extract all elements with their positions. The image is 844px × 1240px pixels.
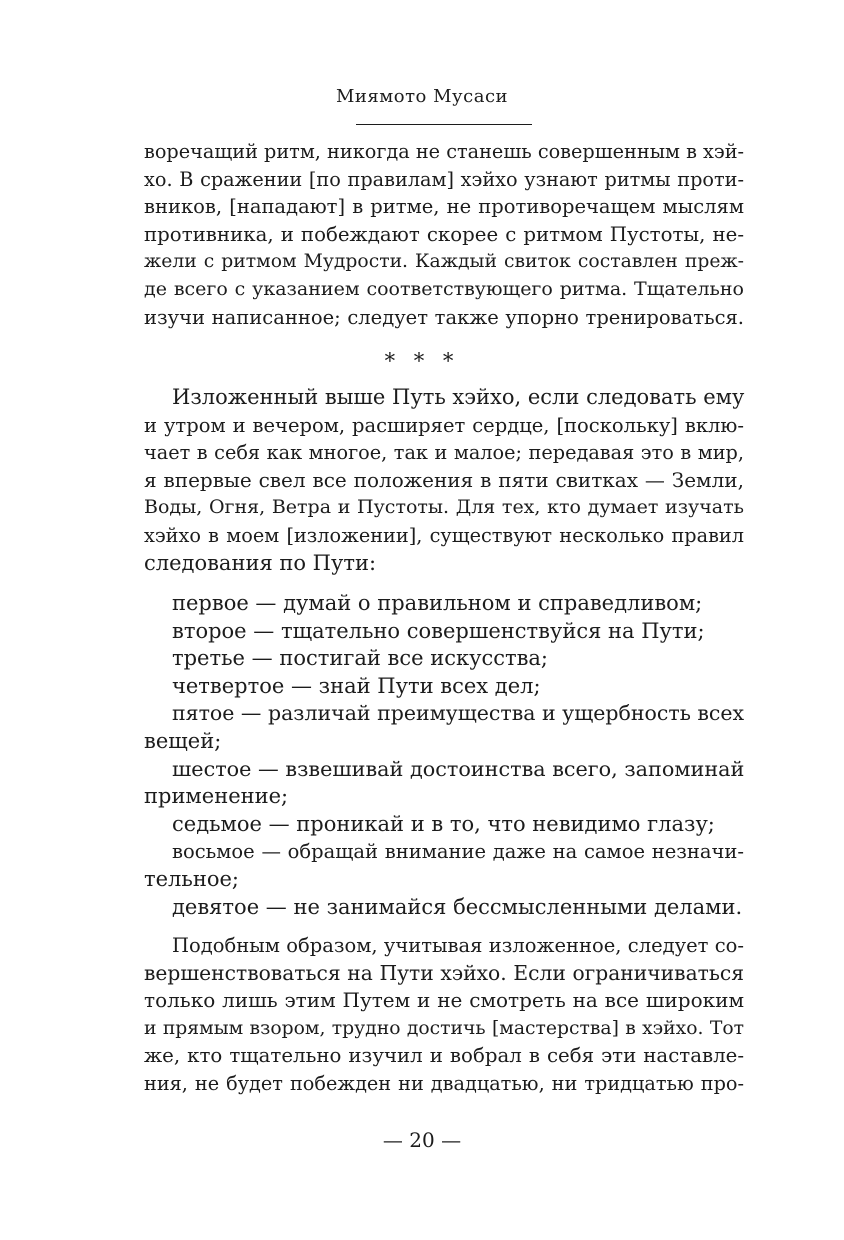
section-separator: * * * — [384, 349, 460, 373]
rule-line: вещей; — [144, 728, 222, 753]
text-line: следования по Пути: — [144, 550, 377, 575]
text-line: вершенствоваться на Пути хэйхо. Если ограничиваться — [144, 960, 744, 985]
rule-line: второе — тщательно совершенствуйся на Пути; — [172, 618, 705, 643]
rule-line: третье — постигай все искусства; — [172, 646, 549, 671]
text-line: и утром и вечером, расширяет сердце, [поскольку] вклю- — [144, 413, 744, 437]
rule-line: четвертое — знай Пути всех дел; — [172, 673, 541, 698]
paragraph-2 — [144, 384, 744, 577]
rule-line: шестое — взвешивай достоинства всего, запоминай — [172, 756, 745, 781]
text-line: противника, и побеждают скорее с ритмом Пустоты, не- — [144, 222, 744, 246]
text-line: Подобным образом, учитывая изложенное, следует со- — [172, 934, 744, 957]
text-line: жели с ритмом Мудрости. Каждый свиток составлен преж- — [144, 251, 744, 273]
rule-line: девятое — не занимайся бессмысленными делами. — [172, 894, 743, 919]
text-line: вников, [нападают] в ритме, не противоречащем мыслям — [144, 195, 744, 219]
text-line: чает в себя как многое, так и малое; передавая это в мир, — [144, 441, 744, 465]
rule-line: применение; — [144, 784, 289, 809]
text-line: я впервые свел все положения в пяти свитках — Земли, — [144, 467, 744, 492]
text-line: изучи написанное; следует также упорно тренироваться. — [144, 305, 744, 329]
rule-line: седьмое — проникай и в то, что невидимо глазу; — [172, 811, 715, 836]
paragraph-3 — [144, 932, 744, 1098]
rule-line: восьмое — обращай внимание даже на самое незначи- — [172, 840, 744, 864]
header-rule — [356, 124, 532, 125]
text-line: Воды, Огня, Ветра и Пустоты. Для тех, кто думает изучать — [144, 496, 744, 519]
rule-line: тельное; — [144, 866, 239, 891]
text-line: де всего с указанием соответствующего ритма. Тщательно — [144, 277, 744, 300]
text-line: воречащий ритм, никогда не станешь совершенным в хэй- — [144, 140, 745, 163]
rule-line: пятое — различай преимущества и ущербность всех — [172, 701, 745, 726]
page-number: — 20 — — [382, 1128, 462, 1152]
text-line: хо. В сражении [по правилам] хэйхо узнают ритмы проти- — [144, 167, 744, 191]
text-line: же, кто тщательно изучил и вобрал в себя эти наставле- — [144, 1044, 744, 1068]
running-header: Миямото Мусаси — [335, 86, 509, 107]
rules-list — [144, 590, 744, 921]
text-line: ния, не будет побежден ни двадцатью, ни тридцатью про- — [144, 1071, 744, 1095]
text-line: Изложенный выше Путь хэйхо, если следовать ему — [172, 385, 745, 409]
text-line: хэйхо в моем [изложении], существуют несколько правил — [144, 523, 744, 547]
paragraph-1 — [144, 138, 744, 331]
rule-line: первое — думай о правильном и справедливом; — [172, 591, 703, 615]
text-line: и прямым взором, трудно достичь [мастерства] в хэйхо. Тот — [144, 1017, 744, 1039]
text-line: только лишь этим Путем и не смотреть на все широким — [144, 988, 744, 1013]
